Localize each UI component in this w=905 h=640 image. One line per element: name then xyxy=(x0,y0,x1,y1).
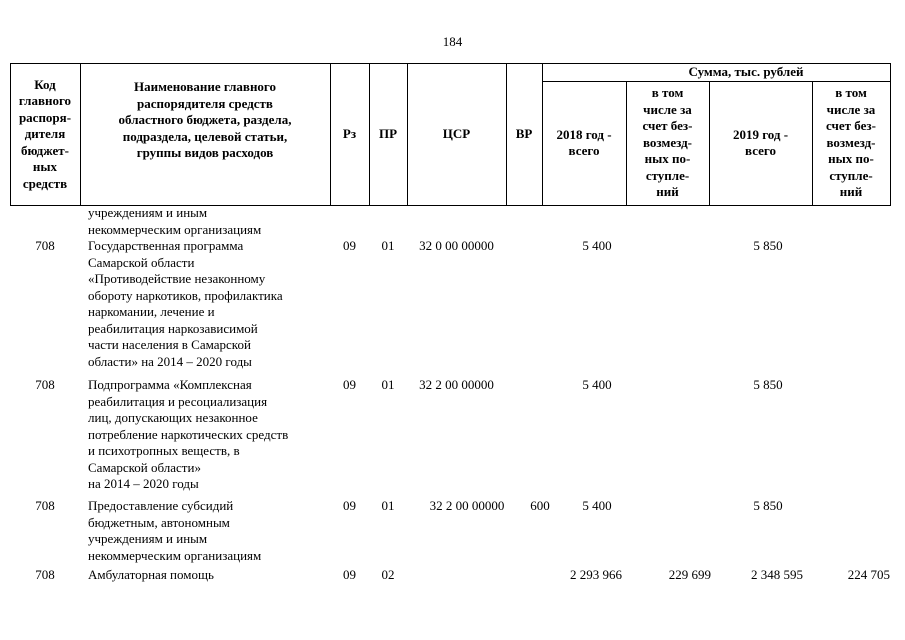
row-rz: 09 xyxy=(343,567,356,582)
header-2018-free: в том числе за счет без- возмезд- ных по- ступле- ний xyxy=(642,85,693,200)
header-code: Код главного распоря- дителя бюджет- ных средств xyxy=(18,76,72,191)
header-rz: Рз xyxy=(342,126,357,142)
row-name: Предоставление субсидий бюджетным, автономным учреждениям и иным некоммерческим организациям xyxy=(88,498,262,563)
row-2019-total: 5 850 xyxy=(753,238,783,253)
row-csr: 32 2 00 00000 xyxy=(419,377,494,392)
table-header xyxy=(10,63,891,206)
row-2019-total: 2 348 595 xyxy=(751,567,803,582)
row-2018-total: 5 400 xyxy=(582,238,612,253)
row-vr: 600 xyxy=(530,498,550,513)
continuation-text: учреждениям и иным некоммерческим организациям xyxy=(88,205,262,237)
row-2018-free: 229 699 xyxy=(668,567,711,582)
row-rz: 09 xyxy=(343,238,356,253)
row-2019-total: 5 850 xyxy=(753,377,783,392)
row-csr: 32 0 00 00000 xyxy=(419,238,494,253)
row-2018-total: 2 293 966 xyxy=(570,567,622,582)
header-sum: Сумма, тыс. рублей xyxy=(688,64,804,80)
row-code: 708 xyxy=(35,498,55,513)
row-name: Подпрограмма «Комплексная реабилитация и ресоциализация лиц, допускающих незаконное потребление наркотических средств и психотропных веществ, в Самарской области» на 2014 – 2020 годы xyxy=(88,377,289,491)
header-2019-total: 2019 год - всего xyxy=(732,126,789,158)
header-csr: ЦСР xyxy=(442,126,471,142)
header-2019-free: в том числе за счет без- возмезд- ных по- ступле- ний xyxy=(826,85,876,200)
page-number: 184 xyxy=(442,34,463,49)
row-pr: 01 xyxy=(381,498,395,513)
row-name: Государственная программа Самарской области «Противодействие незаконному обороту наркотиков, профилактика наркомании, лечение и реабилитация наркозависимой части населения в Самарской области» на 2014 – 2020 годы xyxy=(88,238,283,369)
row-rz: 09 xyxy=(343,377,356,392)
row-code: 708 xyxy=(35,238,55,253)
row-code: 708 xyxy=(35,567,55,582)
header-2018-total: 2018 год - всего xyxy=(556,126,612,158)
row-pr: 01 xyxy=(381,377,395,392)
row-name: Амбулаторная помощь xyxy=(88,567,214,582)
row-2018-total: 5 400 xyxy=(582,498,612,513)
row-csr: 32 2 00 00000 xyxy=(429,498,505,513)
header-name: Наименование главного распорядителя средств областного бюджета, раздела, подраздела, целевой статьи, группы видов расходов xyxy=(118,79,292,161)
header-vr: ВР xyxy=(515,126,533,142)
row-pr: 02 xyxy=(381,567,395,582)
row-2018-total: 5 400 xyxy=(582,377,612,392)
row-code: 708 xyxy=(35,377,55,392)
row-2019-free: 224 705 xyxy=(847,567,890,582)
row-2019-total: 5 850 xyxy=(753,498,783,513)
row-pr: 01 xyxy=(381,238,395,253)
row-rz: 09 xyxy=(343,498,356,513)
header-pr: ПР xyxy=(378,126,398,142)
